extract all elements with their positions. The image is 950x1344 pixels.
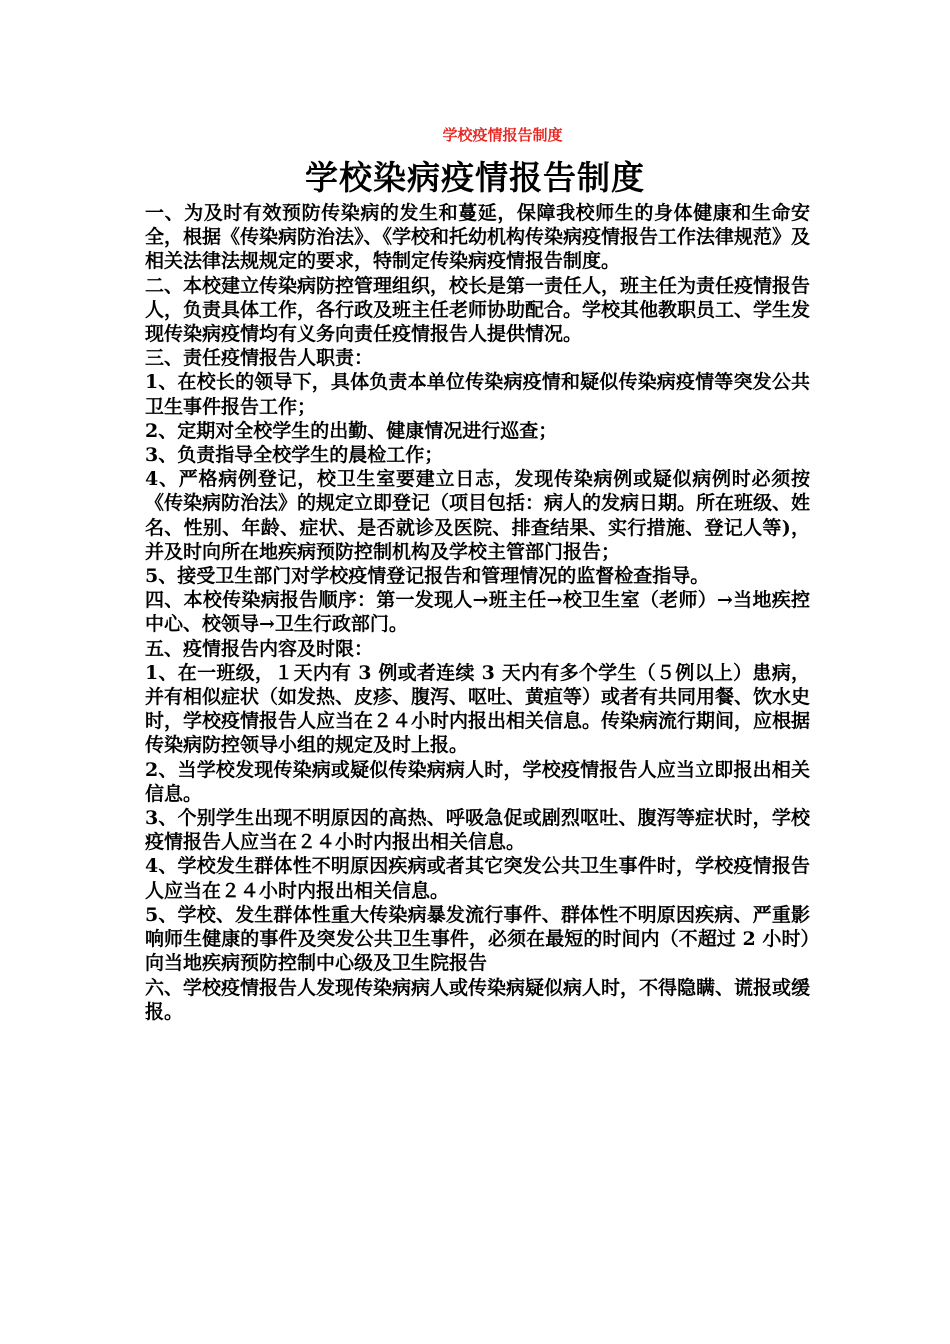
- paragraph: 4、学校发生群体性不明原因疾病或者其它突发公共卫生事件时，学校疫情报告人应当在２４小时内报出相关信息。: [145, 855, 810, 902]
- paragraph: 一、为及时有效预防传染病的发生和蔓延，保障我校师生的身体健康和生命安全，根据《传染病防治法》、《学校和托幼机构传染病疫情报告工作法律规范》及相关法律法规规定的要求，特制定传染病疫情报告制度。: [145, 202, 811, 273]
- paragraph: 4、严格病例登记，校卫生室要建立日志，发现传染病例或疑似病例时必须按《传染病防治法》的规定立即登记（项目包括：病人的发病日期。所在班级、姓名、性别、年龄、症状、是否就诊及医院、排查结果、实行措施、登记人等)，并及时向所在地疾病预防控制机构及学校主管部门报告；: [145, 468, 811, 563]
- paragraph: 四、本校传染病报告顺序：第一发现人→班主任→校卫生室（老师）→当地疾控中心、校领导→卫生行政部门。: [145, 589, 810, 636]
- paragraph: 3、个别学生出现不明原因的高热、呼吸急促或剧烈呕吐、腹泻等症状时，学校疫情报告人应当在２４小时内报出相关信息。: [145, 807, 810, 854]
- paragraph: 3、负责指导全校学生的晨检工作；: [145, 444, 444, 467]
- paragraph: 三、责任疫情报告人职责：: [145, 347, 374, 370]
- paragraph: 1、在校长的领导下，具体负责本单位传染病疫情和疑似传染病疫情等突发公共卫生事件报告工作；: [145, 371, 810, 418]
- document-title: 学校染病疫情报告制度: [305, 158, 645, 197]
- document-header-label: 学校疫情报告制度: [442, 126, 563, 144]
- paragraph: 五、疫情报告内容及时限：: [145, 637, 374, 660]
- paragraph: 5、接受卫生部门对学校疫情登记报告和管理情况的监督检查指导。: [145, 565, 710, 588]
- paragraph: 5、学校、发生群体性重大传染病暴发流行事件、群体性不明原因疾病、严重影响师生健康的事件及突发公共卫生事件，必须在最短的时间内（不超过 2 小时）向当地疾病预防控制中心级及卫生院报告: [145, 903, 810, 975]
- document-body: [145, 201, 810, 1024]
- paragraph: 六、学校疫情报告人发现传染病病人或传染病疑似病人时，不得隐瞒、谎报或缓报。: [145, 976, 811, 1023]
- paragraph: 二、本校建立传染病防控管理组织，校长是第一责任人，班主任为责任疫情报告人，负责具体工作，各行政及班主任老师协助配合。学校其他教职员工、学生发现传染病疫情均有义务向责任疫情报告人提供情况。: [145, 274, 811, 346]
- paragraph: 2、当学校发现传染病或疑似传染病病人时，学校疫情报告人应当立即报出相关信息。: [145, 758, 810, 805]
- paragraph: 1、在一班级，１天内有 3 例或者连续 3 天内有多个学生（５例以上）患病，并有相似症状（如发热、皮疹、腹泻、呕吐、黄疸等）或者有共同用餐、饮水史时，学校疫情报告人应当在２４小时内报出相关信息。传染病流行期间，应根据传染病防控领导小组的规定及时上报。: [145, 661, 811, 757]
- paragraph: 2、定期对全校学生的出勤、健康情况进行巡查；: [145, 419, 558, 442]
